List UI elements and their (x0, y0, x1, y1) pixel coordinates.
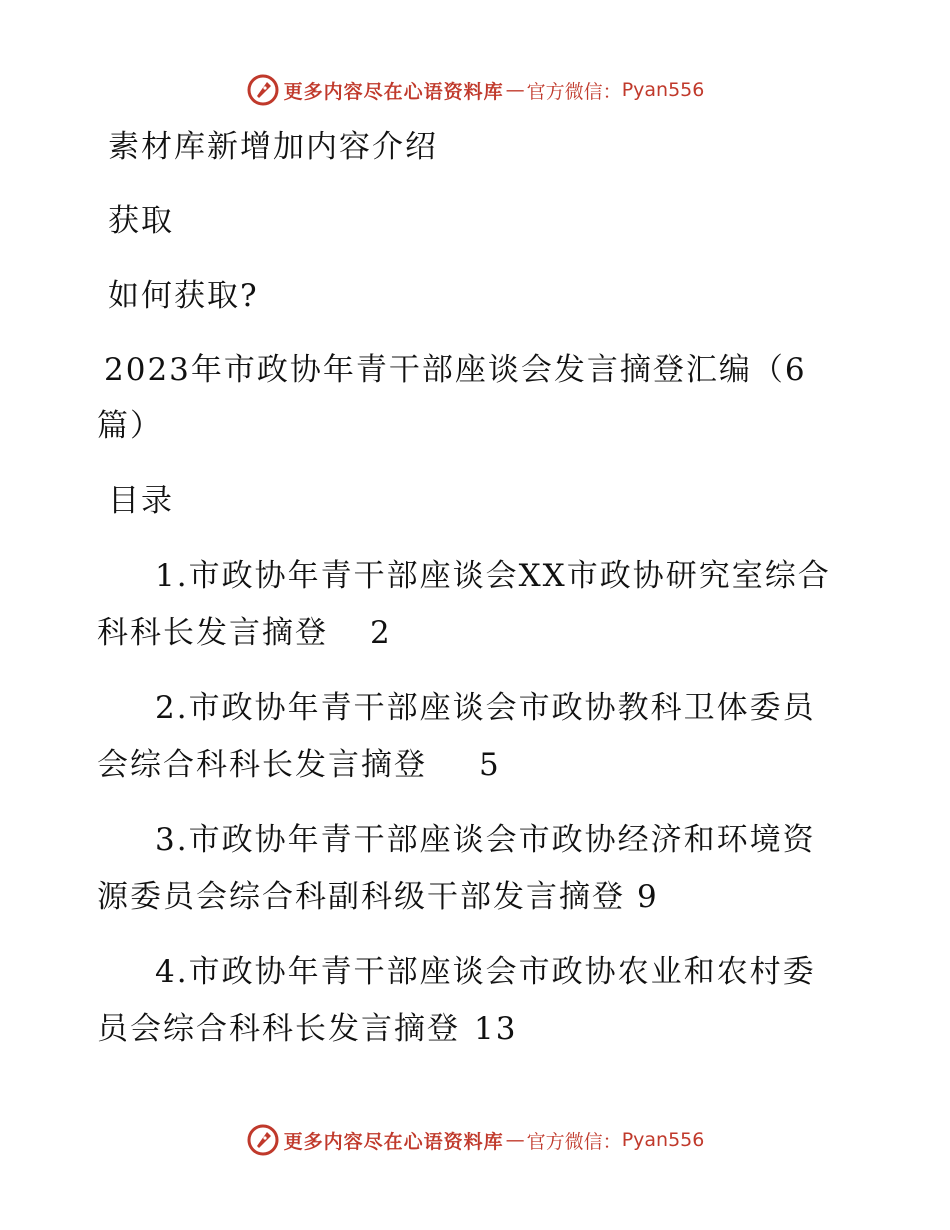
toc-item-2-line1[interactable]: 2.市政协年青干部座谈会市政协教科卫体委员 (155, 690, 816, 726)
toc-item-1-text: 科科长发言摘登 (97, 615, 328, 651)
toc-item-1-page: 2 (370, 615, 392, 651)
toc-item-3-line1[interactable]: 3.市政协年青干部座谈会市政协经济和环境资 (155, 822, 816, 858)
toc-item-4-line1[interactable]: 4.市政协年青干部座谈会市政协农业和农村委 (155, 954, 816, 990)
banner-account: Pyan556 (621, 79, 705, 101)
header-banner (0, 70, 950, 110)
toc-item-4-line2[interactable] (97, 1009, 517, 1049)
toc-label: 目录 (108, 483, 174, 519)
get-heading: 获取 (108, 203, 174, 239)
intro-heading: 素材库新增加内容介绍 (108, 129, 438, 165)
toc-item-1-line1[interactable]: 1.市政协年青干部座谈会XX市政协研究室综合 (155, 558, 831, 594)
toc-item-3-text: 源委员会综合科副科级干部发言摘登 (97, 879, 625, 915)
footer-banner (0, 1120, 950, 1160)
footer-label: 官方微信： (526, 1130, 622, 1153)
footer-separator: — (505, 1129, 525, 1151)
footer-brand: 更多内容尽在心语资料库 (283, 1130, 504, 1153)
doc-title-line2: 篇） (97, 408, 163, 444)
banner-separator: — (505, 79, 525, 101)
toc-item-2-page: 5 (479, 747, 501, 783)
doc-title-line1: 2023年市政协年青干部座谈会发言摘登汇编（6 (104, 352, 807, 388)
toc-item-2-text: 会综合科科长发言摘登 (97, 747, 427, 783)
toc-item-1-line2[interactable] (97, 613, 392, 653)
banner-label: 官方微信： (526, 80, 622, 103)
toc-item-3-line2[interactable] (97, 877, 659, 917)
toc-item-2-line2[interactable] (97, 745, 501, 785)
how-heading: 如何获取? (108, 278, 259, 314)
pen-nib-circle-icon (246, 1123, 280, 1157)
pen-nib-circle-icon (246, 73, 280, 107)
toc-item-3-page: 9 (637, 879, 659, 915)
footer-account: Pyan556 (621, 1129, 705, 1151)
toc-item-4-text: 员会综合科科长发言摘登 (97, 1011, 460, 1047)
toc-item-4-page: 13 (474, 1011, 518, 1047)
banner-brand: 更多内容尽在心语资料库 (283, 80, 504, 103)
